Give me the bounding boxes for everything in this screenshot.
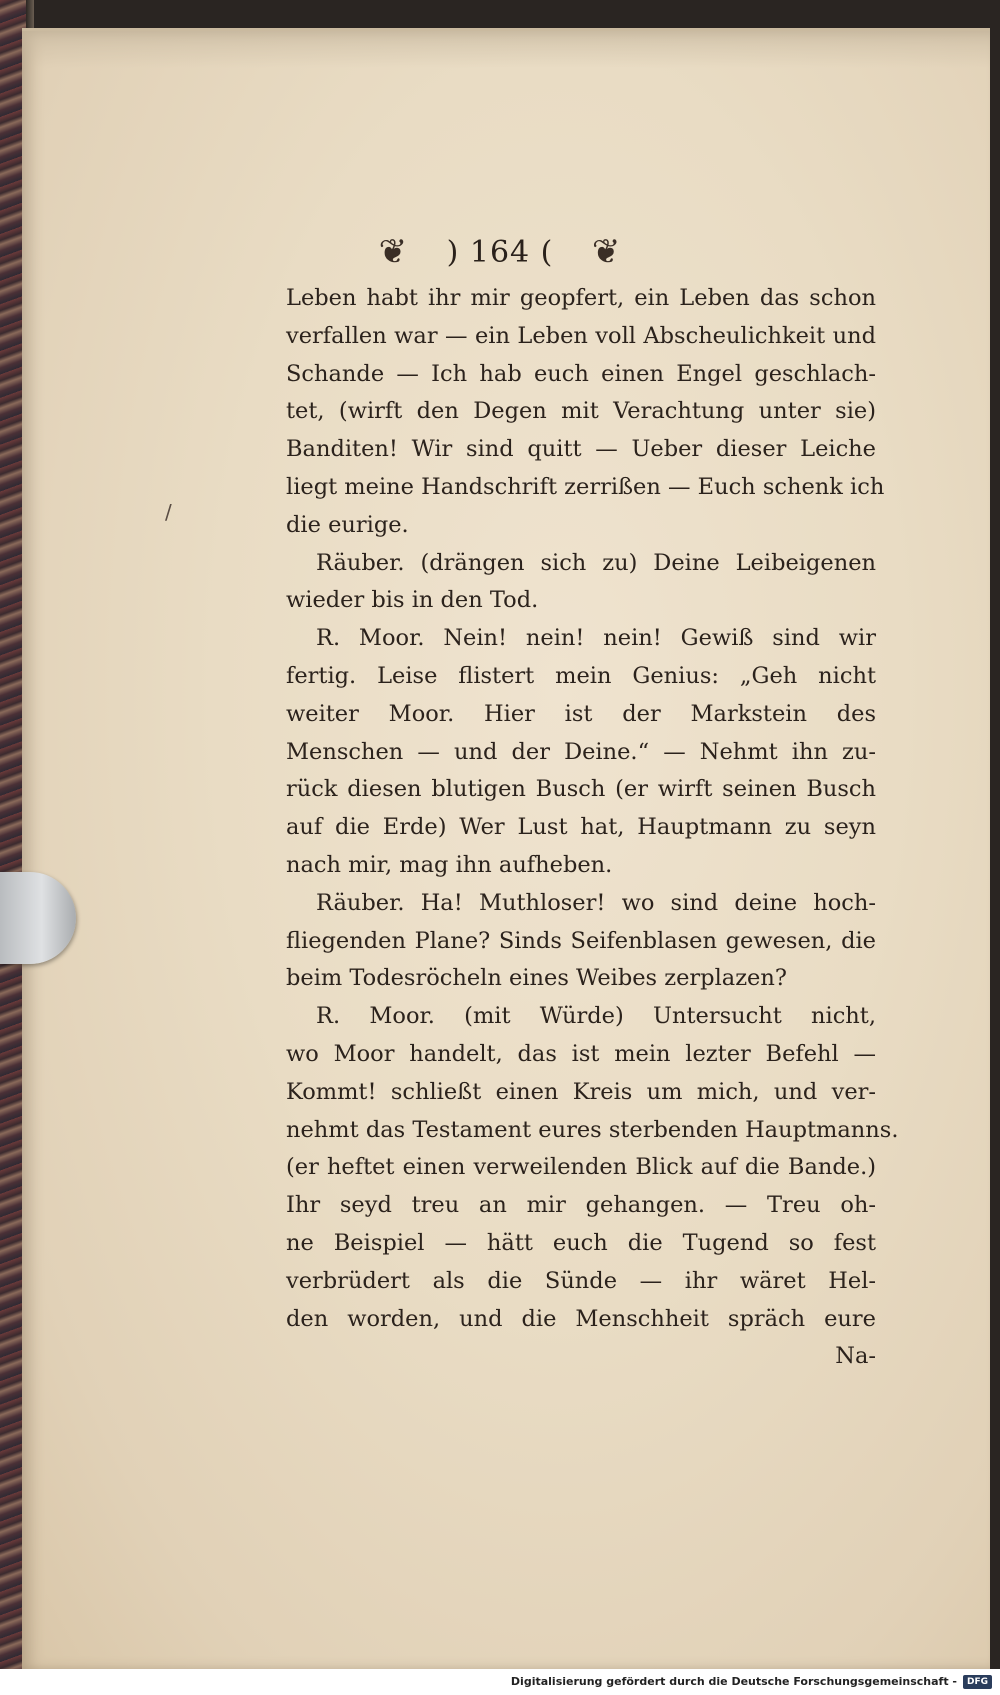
text-line: fertig. Leise flistert mein Genius: „Geh nicht <box>286 662 876 689</box>
margin-pencil-mark: / <box>165 500 172 524</box>
text-line: nach mir, mag ihn aufheben. <box>286 851 613 878</box>
text-line: ne Beispiel — hätt euch die Tugend so fest <box>286 1229 876 1256</box>
text-line: (er heftet einen verweilenden Blick auf die Bande.) <box>286 1154 876 1181</box>
text-line: Kommt! schließt einen Kreis um mich, und ver- <box>286 1078 876 1105</box>
text-line: liegt meine Handschrift zerrißen — Euch schenk ich <box>286 473 885 500</box>
left-ornament-icon: ❦ <box>378 232 409 272</box>
speaker-line: R. Moor. (mit Würde) Untersucht nicht, <box>316 1003 876 1030</box>
dfg-logo-icon: DFG <box>963 1675 992 1689</box>
footer-credit: Digitalisierung gefördert durch die Deutsche Forschungsgemeinschaft - <box>510 1675 957 1688</box>
body-text <box>286 280 899 1376</box>
text-line: beim Todesröcheln eines Weibes zerplazen? <box>286 965 787 992</box>
text-line: verfallen war — ein Leben voll Abscheulichkeit und <box>286 322 876 349</box>
text-line: Ihr seyd treu an mir gehangen. — Treu oh- <box>286 1192 876 1219</box>
text-line: Leben habt ihr mir geopfert, ein Leben das schon <box>286 285 876 311</box>
text-line: wieder bis in den Tod. <box>286 587 539 614</box>
speaker-line: Räuber. (drängen sich zu) Deine Leibeigenen <box>316 549 876 576</box>
text-line: nehmt das Testament eures sterbenden Hauptmanns. <box>286 1116 899 1143</box>
page-top-edge <box>22 28 998 68</box>
text-line: auf die Erde) Wer Lust hat, Hauptmann zu seyn <box>286 814 876 841</box>
text-line: tet, (wirft den Degen mit Verachtung unter sie) <box>286 398 876 425</box>
footer-bar <box>0 1669 1000 1695</box>
text-line: fliegenden Plane? Sinds Seifenblasen gewesen, die <box>286 927 876 954</box>
text-line: Banditen! Wir sind quitt — Ueber dieser Leiche <box>286 436 876 463</box>
page-number: ) 164 ( <box>446 234 554 270</box>
text-line: verbrüdert als die Sünde — ihr wäret Hel- <box>286 1267 876 1294</box>
text-line: Menschen — und der Deine.“ — Nehmt ihn zu- <box>286 738 876 765</box>
catchword: Na- <box>835 1343 876 1370</box>
speaker-line: R. Moor. Nein! nein! nein! Gewiß sind wir <box>316 625 876 652</box>
text-line: den worden, und die Menschheit spräch eure <box>286 1305 876 1332</box>
right-ornament-icon: ❦ <box>591 232 622 272</box>
text-line: wo Moor handelt, das ist mein lezter Befehl — <box>286 1040 876 1067</box>
text-line: die eurige. <box>286 511 409 538</box>
text-line: weiter Moor. Hier ist der Markstein des <box>286 700 876 727</box>
text-line: Schande — Ich hab euch einen Engel geschlach- <box>286 360 876 387</box>
text-line: rück diesen blutigen Busch (er wirft seinen Busch <box>286 776 876 803</box>
page-header <box>0 232 1000 272</box>
speaker-line: Räuber. Ha! Muthloser! wo sind deine hoch- <box>316 889 876 916</box>
